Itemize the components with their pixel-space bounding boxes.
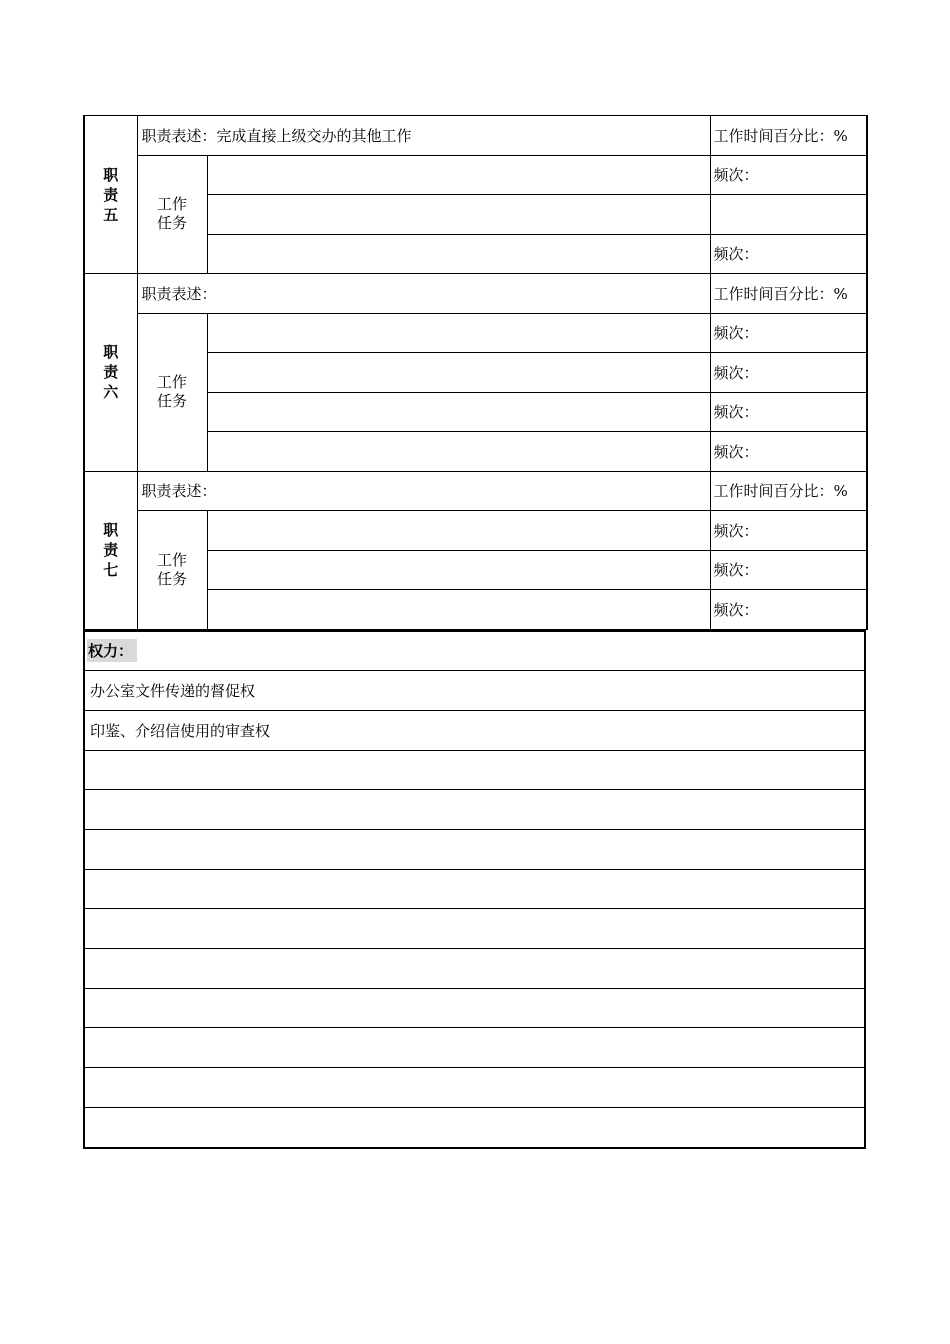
duty-5-task-1[interactable] (207, 155, 710, 195)
job-description-sheet (83, 115, 866, 1149)
duty-6-task-3-frequency[interactable]: 频次： (710, 392, 867, 432)
duty-5-name: 职 责 五 (84, 116, 137, 274)
duty-5-task-label: 工作 任务 (137, 155, 207, 274)
power-item[interactable] (85, 870, 864, 910)
duty-6-task-2[interactable] (207, 353, 710, 393)
duty-5-description-row (84, 116, 867, 156)
duty-7-task-3[interactable] (207, 590, 710, 630)
power-item[interactable] (85, 1108, 864, 1148)
duty-7-time-percent[interactable]: 工作时间百分比：% (710, 471, 867, 511)
power-item[interactable]: 印鉴、介绍信使用的审查权 (85, 711, 864, 751)
duty-5-description[interactable]: 职责表述：完成直接上级交办的其他工作 (137, 116, 710, 156)
duty-6-task-1[interactable] (207, 313, 710, 353)
duty-7-task-2[interactable] (207, 550, 710, 590)
power-item[interactable] (85, 830, 864, 870)
duty-6-task-4[interactable] (207, 432, 710, 472)
duty-7-task-2-frequency[interactable]: 频次： (710, 550, 867, 590)
duties-table (83, 115, 868, 630)
duty-6-time-percent[interactable]: 工作时间百分比：% (710, 274, 867, 314)
duty-5-time-percent[interactable]: 工作时间百分比：% (710, 116, 867, 156)
power-item[interactable]: 办公室文件传递的督促权 (85, 671, 864, 711)
power-item[interactable] (85, 909, 864, 949)
power-item[interactable] (85, 751, 864, 791)
duty-7-task-1-frequency[interactable]: 频次： (710, 511, 867, 551)
power-section (83, 630, 866, 1150)
duty-7-task-row (84, 511, 867, 551)
duty-7-task-1[interactable] (207, 511, 710, 551)
duty-7-description[interactable]: 职责表述： (137, 471, 710, 511)
duty-7-task-3-frequency[interactable]: 频次： (710, 590, 867, 630)
duty-7-name: 职 责 七 (84, 471, 137, 629)
power-item[interactable] (85, 790, 864, 830)
power-item[interactable] (85, 989, 864, 1029)
duty-6-task-4-frequency[interactable]: 频次： (710, 432, 867, 472)
duty-5-task-2-frequency[interactable] (710, 195, 867, 235)
duty-6-description-row (84, 274, 867, 314)
duty-5-task-1-frequency[interactable]: 频次： (710, 155, 867, 195)
duty-6-task-2-frequency[interactable]: 频次： (710, 353, 867, 393)
duty-5-task-3[interactable] (207, 234, 710, 274)
duty-7-task-label: 工作 任务 (137, 511, 207, 630)
duty-5-task-row (84, 155, 867, 195)
duty-5-task-3-frequency[interactable]: 频次： (710, 234, 867, 274)
power-title: 权力： (87, 639, 137, 662)
duty-5-task-2[interactable] (207, 195, 710, 235)
duty-6-task-row (84, 313, 867, 353)
power-header-row (85, 632, 864, 672)
duty-6-task-label: 工作 任务 (137, 313, 207, 471)
power-item[interactable] (85, 1068, 864, 1108)
duty-7-description-row (84, 471, 867, 511)
power-item[interactable] (85, 1028, 864, 1068)
duty-6-name: 职 责 六 (84, 274, 137, 472)
duty-6-task-3[interactable] (207, 392, 710, 432)
duty-6-task-1-frequency[interactable]: 频次： (710, 313, 867, 353)
power-item[interactable] (85, 949, 864, 989)
duty-6-description[interactable]: 职责表述： (137, 274, 710, 314)
